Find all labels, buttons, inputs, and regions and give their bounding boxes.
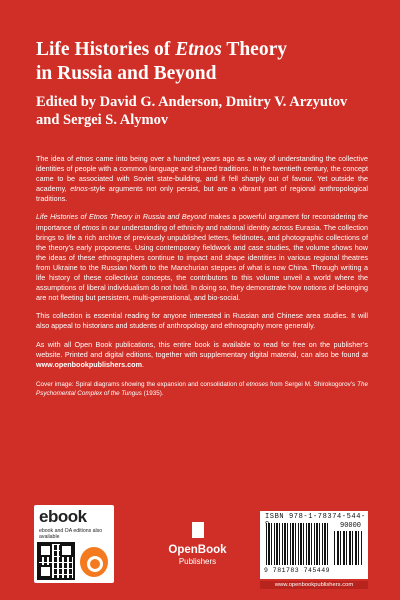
publisher-sub: Publishers	[178, 557, 217, 566]
isbn-label: ISBN 978-1-78374-544-	[265, 513, 366, 521]
editors-line-1: Edited by David G. Anderson, Dmitry V. Arzyutov	[36, 94, 348, 110]
blurb	[36, 154, 368, 406]
ebook-badge	[34, 505, 114, 583]
publisher-logo	[150, 522, 245, 572]
title-text: Theory	[221, 39, 287, 60]
website-url[interactable]: www.openbookpublishers.com	[260, 581, 368, 589]
editors-line-2: and Sergei S. Alymov	[36, 112, 169, 128]
book-title	[36, 38, 366, 86]
title-text: Life Histories of	[36, 39, 176, 60]
price-code: 90000	[340, 522, 362, 530]
title-italic: Etnos	[175, 39, 222, 60]
blurb-paragraph-1: The idea of etnos came into being over a hundred years ago as a way of understanding the collective identities of people with a common language and shared traditions. In the twentieth century, the concept came to be associated with Soviet state-building, and it fell sharply out of favour. Yet outside the academy, etnos-style arguments not only persist, but are a vibrant part of regional anthropological traditions.	[36, 154, 369, 204]
ean-number: 9 781783 745449	[264, 567, 331, 574]
publisher-name: OpenBook	[168, 544, 227, 556]
editors	[36, 93, 376, 129]
price-barcode-icon	[334, 531, 362, 565]
cover-image-credits: Cover image: Spiral diagrams showing the expansion and consolidation of etnoses from Sergei M. Shirokogorov’s The Psychomental Complex of the Tungus (1935).	[36, 380, 368, 397]
ebook-subtitle: ebook and OA editions also available	[39, 528, 103, 541]
book-icon	[192, 522, 204, 538]
blurb-paragraph-3: This collection is essential reading for anyone interested in Russian and Chinese area studies. It will also appeal to historians and students of anthropology and ethnography more generally.	[36, 311, 368, 331]
blurb-paragraph-4: As with all Open Book publications, this entire book is available to read for free on the publisher’s website. Printed and digital editions, together with supplementary digital material, can also be found at www.openbookpublishers.com.	[36, 339, 368, 369]
qr-code-icon	[39, 544, 73, 578]
title-line-2: in Russia and Beyond	[36, 63, 217, 84]
publisher-link[interactable]: www.openbookpublishers.com	[36, 359, 142, 369]
barcode-icon	[266, 523, 330, 565]
blurb-paragraph-2: Life Histories of Etnos Theory in Russia and Beyond makes a powerful argument for reconsidering the importance of etnos in our understanding of ethnicity and national identity across Eurasia. The collection brings to life a rich archive of previously unpublished letters, fieldnotes, and photographic collections of the theory’s early proponents. Using contemporary fieldwork and case studies, the volume shows how the ideas of these ethnographers continue to impact and shape identities in various regional theatres from Ukraine to the Russian North to the Manchurian steppes of what is now China. Through writing a life history of these collectivist concepts, the contributors to this volume unveil a world where the assumptions of liberal individualism do not hold. In doing so, they demonstrate how notions of belonging are not fleeting but persistent, multi-generational, and bio-social.	[36, 212, 369, 303]
ebook-label: ebook	[39, 507, 87, 526]
open-access-icon	[80, 547, 108, 577]
barcode	[260, 511, 368, 579]
